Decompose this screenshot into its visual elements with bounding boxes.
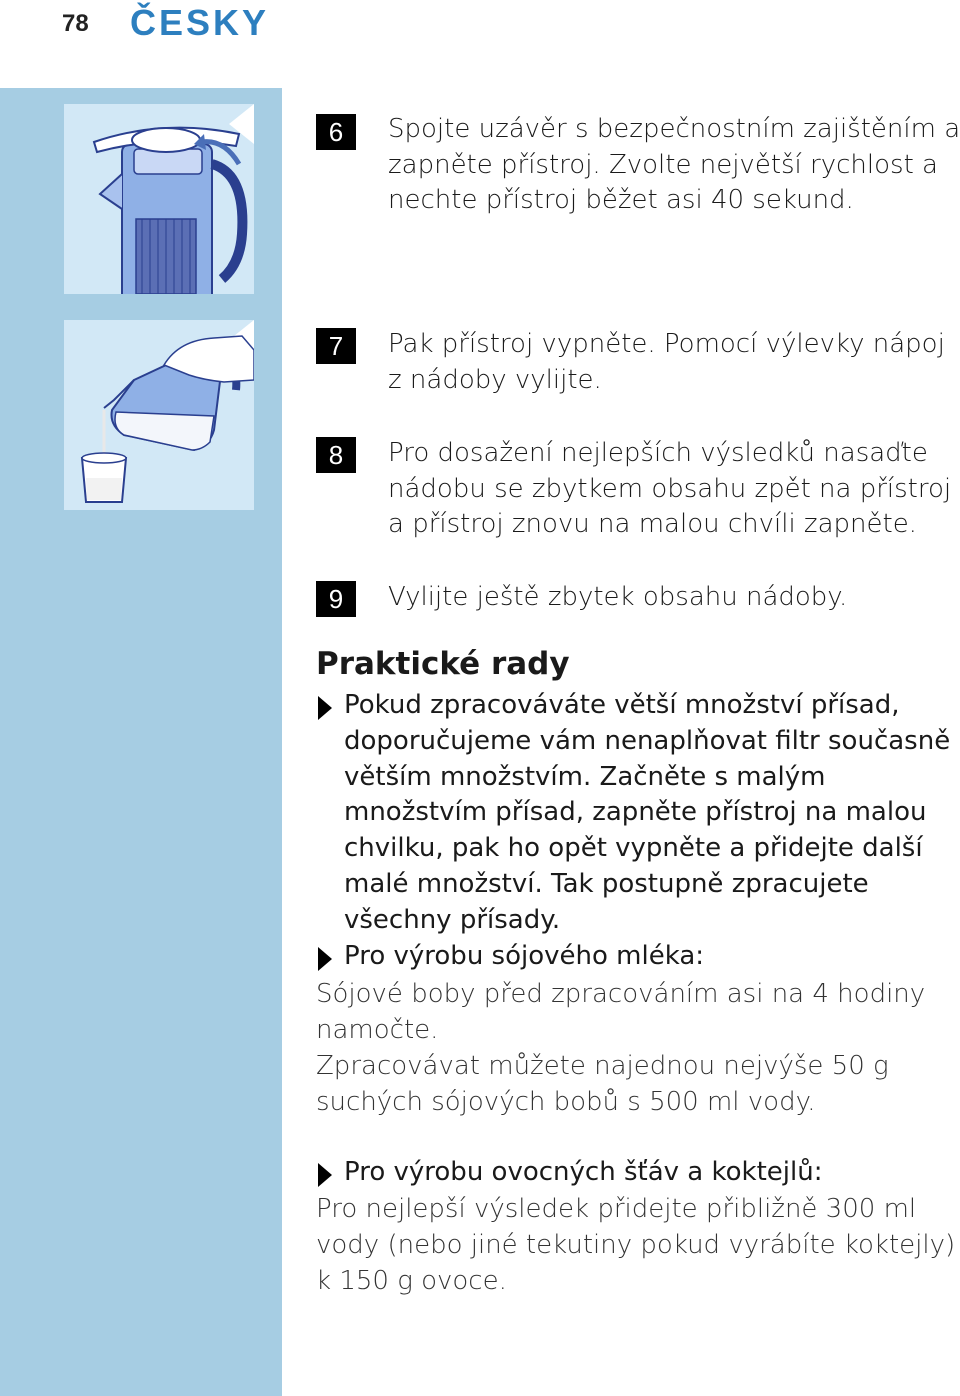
soy-milk-text <box>316 976 956 1120</box>
body-line: suchých sójových bobů s 500 ml vody. <box>316 1087 816 1117</box>
step-number-6: 6 <box>316 114 356 150</box>
tip-large-quantities <box>344 688 954 939</box>
tip-fruit-juice-heading <box>344 1155 954 1191</box>
triangle-bullet-icon <box>316 696 334 720</box>
step-6-line: Spojte uzávěr s bezpečnostním zajištěním a <box>388 114 960 144</box>
triangle-bullet-icon <box>316 947 334 971</box>
tip-line: množstvím přísad, zapněte přístroj na malou <box>344 797 927 828</box>
tip-line: chvilku, pak ho opět vypněte a přidejte další <box>344 833 923 864</box>
tip-soy-milk-heading <box>344 939 954 975</box>
illustration-blender-lid <box>64 104 254 294</box>
body-line: namočte. <box>316 1015 439 1045</box>
step-text-6 <box>388 112 958 219</box>
illustration-pouring <box>64 320 254 510</box>
tip-line: větším množstvím. Začněte s malým <box>344 761 826 792</box>
body-line: Sójové boby před zpracováním asi na 4 hodiny <box>316 979 926 1009</box>
step-7-line: Pak přístroj vypněte. Pomocí výlevky nápoj <box>388 329 945 359</box>
triangle-bullet-icon <box>316 1163 334 1187</box>
tips-heading: Praktické rady <box>316 646 570 682</box>
step-8-line: nádobu se zbytkem obsahu zpět na přístroj <box>388 473 952 504</box>
step-9-line: Vylijte ještě zbytek obsahu nádoby. <box>388 582 848 612</box>
step-number-7: 7 <box>316 328 356 364</box>
tip-line: malé množství. Tak postupně zpracujete <box>344 868 869 899</box>
step-7-line: z nádoby vylijte. <box>388 364 602 395</box>
tip-line: Pro výrobu sójového mléka: <box>344 941 705 971</box>
step-8-line: Pro dosažení nejlepších výsledků nasaďte <box>388 438 928 468</box>
page-number: 78 <box>62 10 89 37</box>
body-line: Zpracovávat můžete najednou nejvýše 50 g <box>316 1051 889 1081</box>
step-number-8: 8 <box>316 437 356 473</box>
step-6-line: zapněte přístroj. Zvolte největší rychlost a <box>388 149 938 180</box>
body-line: k 150 g ovoce. <box>316 1266 507 1296</box>
tip-line: všechny přísady. <box>344 904 561 935</box>
step-8-line: a přístroj znovu na malou chvíli zapněte. <box>388 509 917 539</box>
tip-line: Pro výrobu ovocných šťáv a koktejlů: <box>344 1157 823 1187</box>
body-line: Pro nejlepší výsledek přidejte přibližně 300 ml <box>316 1194 917 1224</box>
section-title: ČESKY <box>130 2 270 43</box>
step-text-9 <box>388 580 958 616</box>
step-6-line: nechte přístroj běžet asi 40 sekund. <box>388 185 854 215</box>
step-text-7 <box>388 327 958 398</box>
fruit-juice-text <box>316 1191 956 1299</box>
step-number-9: 9 <box>316 581 356 617</box>
tip-line: Pokud zpracováváte větší množství přísad, <box>344 690 900 720</box>
step-text-8 <box>388 436 958 543</box>
blender-lid-icon <box>64 104 254 294</box>
pouring-jug-icon <box>64 320 254 510</box>
tip-line: doporučujeme vám nenaplňovat filtr současně <box>344 725 951 756</box>
body-line: vody (nebo jiné tekutiny pokud vyrábíte koktejly) <box>316 1230 956 1260</box>
